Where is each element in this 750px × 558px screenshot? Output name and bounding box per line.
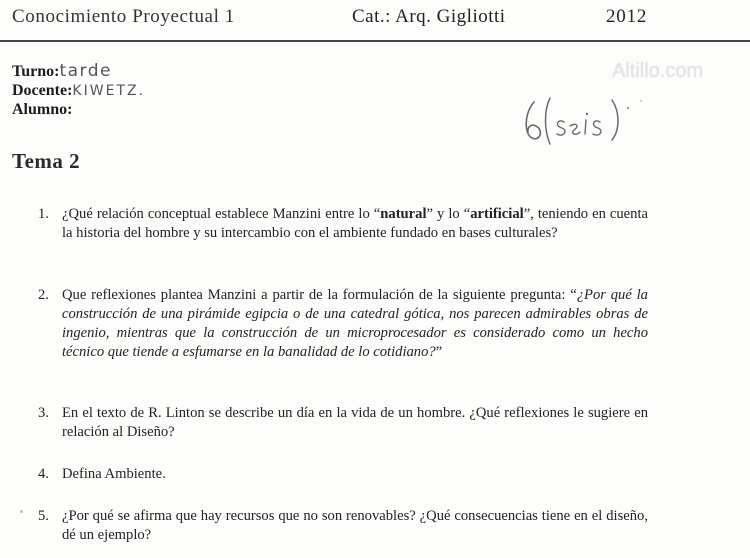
question-text: En el texto de R. Linton se describe un día en la vida de un hombre. ¿Qué reflexiones le sugiere en relación al Diseño? (62, 405, 648, 440)
question-text: ¿Por qué se afirma que hay recursos que no son renovables? ¿Qué consecuencias tiene en el diseño, dé un ejemplo? (62, 508, 648, 543)
question-text: ¿Qué relación conceptual establece Manzini entre lo “natural” y lo “artificial”, teniendo en cuenta la historia del hombre y su intercambio con el ambiente fundado en bases culturales? (62, 206, 648, 241)
question-2 (38, 286, 648, 362)
question-4 (38, 465, 648, 484)
question-5 (38, 507, 648, 545)
question-number: 4. (38, 466, 49, 482)
question-1 (38, 205, 648, 243)
docente-handwritten: KIWETZ. (72, 83, 146, 99)
turno-row (12, 62, 145, 81)
scan-speck (20, 510, 23, 513)
alumno-row (12, 100, 145, 119)
question-number: 2. (38, 287, 49, 303)
section-title: Tema 2 (12, 149, 81, 173)
question-text: Que reflexiones plantea Manzini a partir de la formulación de la siguiente pregunta: “¿Por qué la construcción de una pirámide egipcia o de una catedral gótica, nos parecen admirables obras de ingenio, mientras que la construcción de un microprocesador es considerado como un hecho técnico que tiende a esfumarse en la banalidad de lo cotidiano?” (62, 287, 648, 360)
docente-row (12, 81, 145, 100)
question-text: Defina Ambiente. (62, 466, 166, 482)
question-number: 3. (38, 405, 49, 421)
header-rule (0, 40, 750, 42)
chair-name: Cat.: Arq. Gigliotti (352, 6, 506, 27)
exam-header (0, 6, 750, 32)
question-number: 1. (38, 206, 49, 222)
turno-label: Turno: (12, 63, 60, 80)
question-3 (38, 404, 648, 442)
exam-year: 2012 (606, 6, 648, 27)
course-title: Conocimiento Proyectual 1 (12, 6, 235, 27)
turno-handwritten: tarde (59, 61, 112, 81)
docente-label: Docente: (12, 82, 73, 99)
watermark-logo: Altillo.com (612, 60, 704, 82)
question-number: 5. (38, 508, 49, 524)
scan-speck (640, 100, 642, 102)
handwritten-grade (520, 92, 640, 148)
student-info (12, 62, 145, 119)
alumno-label: Alumno: (12, 101, 73, 118)
